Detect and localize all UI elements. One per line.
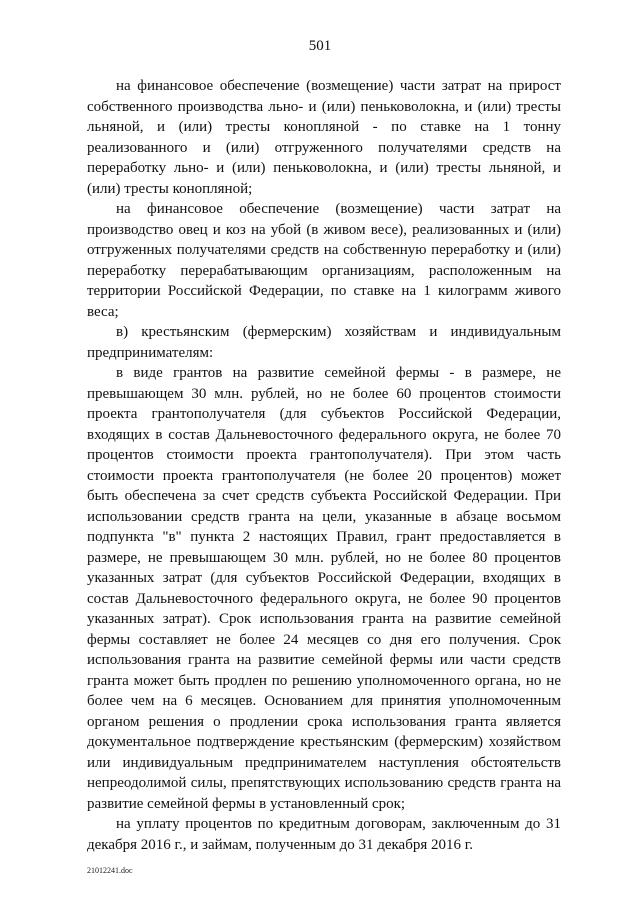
- paragraph-farmers-heading: в) крестьянским (фермерским) хозяйствам и индивидуальным предпринимателям:: [87, 324, 561, 361]
- document-body: [87, 76, 561, 855]
- file-name-footer: 21012241.doc: [87, 866, 133, 875]
- paragraph-family-farm-grants: в виде грантов на развитие семейной фермы - в размере, не превышающем 30 млн. рублей, но не более 60 процентов стоимости проекта грантополучателя (для субъектов Российской Федерации, входящих в состав Дальневосточного федерального округа, не более 70 процентов стоимости проекта грантополучателя). При этом часть стоимости проекта грантополучателя (не более 20 процентов) может быть обеспечена за счет средств субъекта Российской Федерации. При использовании средств гранта на цели, указанные в абзаце восьмом подпункта "в" пункта 2 настоящих Правил, грант предоставляется в размере, не превышающем 30 млн. рублей, но не более 80 процентов указанных затрат (для субъектов Российской Федерации, входящих в состав Дальневосточного федерального округа, не более 90 процентов указанных затрат). Срок использования гранта на развитие семейной фермы составляет не более 24 месяцев со дня его получения. Срок использования гранта на развитие семейной фермы или части средств гранта может быть продлен по решению уполномоченного органа, но не более чем на 6 месяцев. Основанием для принятия уполномоченным органом решения о продлении срока использования гранта является документальное подтверждение крестьянским (фермерским) хозяйством или индивидуальным предпринимателем наступления обстоятельств непреодолимой силы, препятствующих использованию средств гранта на развитие семейной фермы в установленный срок;: [87, 365, 561, 812]
- paragraph-loan-interest: на уплату процентов по кредитным договорам, заключенным до 31 декабря 2016 г., и займам, полученным до 31 декабря 2016 г.: [87, 816, 561, 853]
- page-number: 501: [308, 38, 332, 54]
- paragraph-flax-fiber-subsidy: на финансовое обеспечение (возмещение) части затрат на прирост собственного производства льно- и (или) пеньковолокна, и (или) тресты льняной, и (или) тресты конопляной - по ставке на 1 тонну реализованного и (или) отгруженного получателями средств на переработку льно- и (или) пеньковолокна, и (или) тресты льняной, и (или) тресты конопляной;: [87, 78, 561, 197]
- paragraph-sheep-goat-subsidy: на финансовое обеспечение (возмещение) части затрат на производство овец и коз на убой (в живом весе), реализованных и (или) отгруженных получателями средств на собственную переработку и (или) переработку перерабатывающим организациям, расположенным на территории Российской Федерации, по ставке на 1 килограмм живого веса;: [87, 201, 561, 320]
